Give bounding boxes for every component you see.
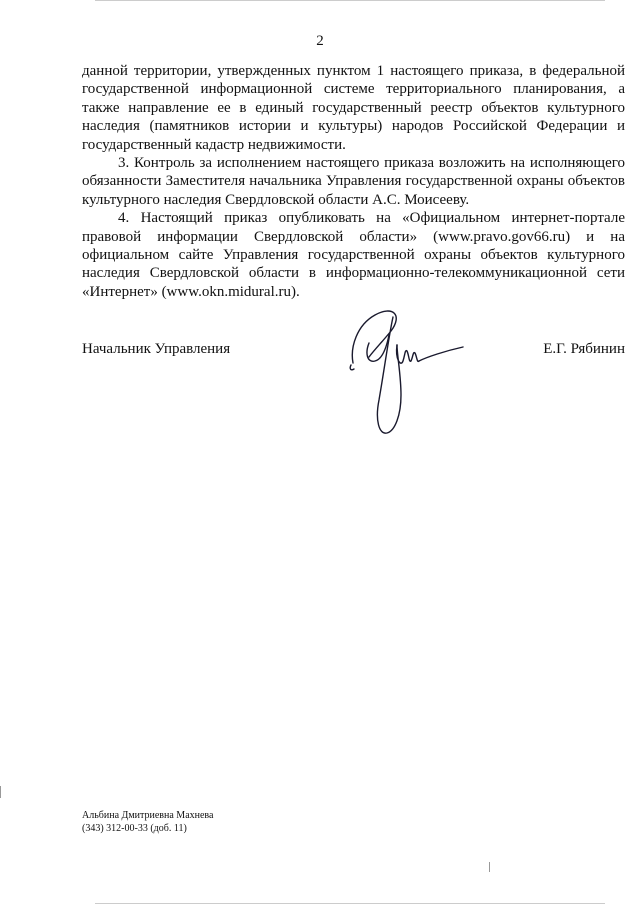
signatory-title: Начальник Управления [82,341,231,357]
executor-name: Альбина Дмитриевна Махнева [82,810,214,821]
right-scan-mark [489,862,490,872]
paragraph-item-3: 3. Контроль за исполнением настоящего приказа возложить на исполняющего обязанности Заместителя начальника Управления государственной охраны объектов культурного наследия Свердловской области А.С. Моисееву. [82,155,625,208]
bottom-scan-edge [95,903,605,904]
page-number: 2 [316,33,324,49]
paragraph-item-4: 4. Настоящий приказ опубликовать на «Официальном интернет-портале правовой информации Свердловской области» (www.pravo.gov66.ru) и на официальном сайте Управления государственной охраны объектов культурного наследия Свердловской области в информационно-телекоммуникационной сети «Интернет» (www.okn.midural.ru). [82,210,625,300]
handwritten-signature [345,305,475,445]
left-scan-mark [0,786,1,798]
paragraph-continuation: данной территории, утвержденных пунктом 1 настоящего приказа, в федеральной государственной информационной системе территориального планирования, а также направление ее в единый государственный реестр объектов культурного наследия (памятников истории и культуры) народов Российской Федерации и государственный кадастр недвижимости. [82,63,625,153]
document-body [82,62,625,301]
executor-phone: (343) 312-00-33 (доб. 11) [82,822,187,834]
executor-footer [82,810,213,835]
top-scan-edge [95,0,605,1]
signatory-name: Е.Г. Рябинин [543,341,625,357]
